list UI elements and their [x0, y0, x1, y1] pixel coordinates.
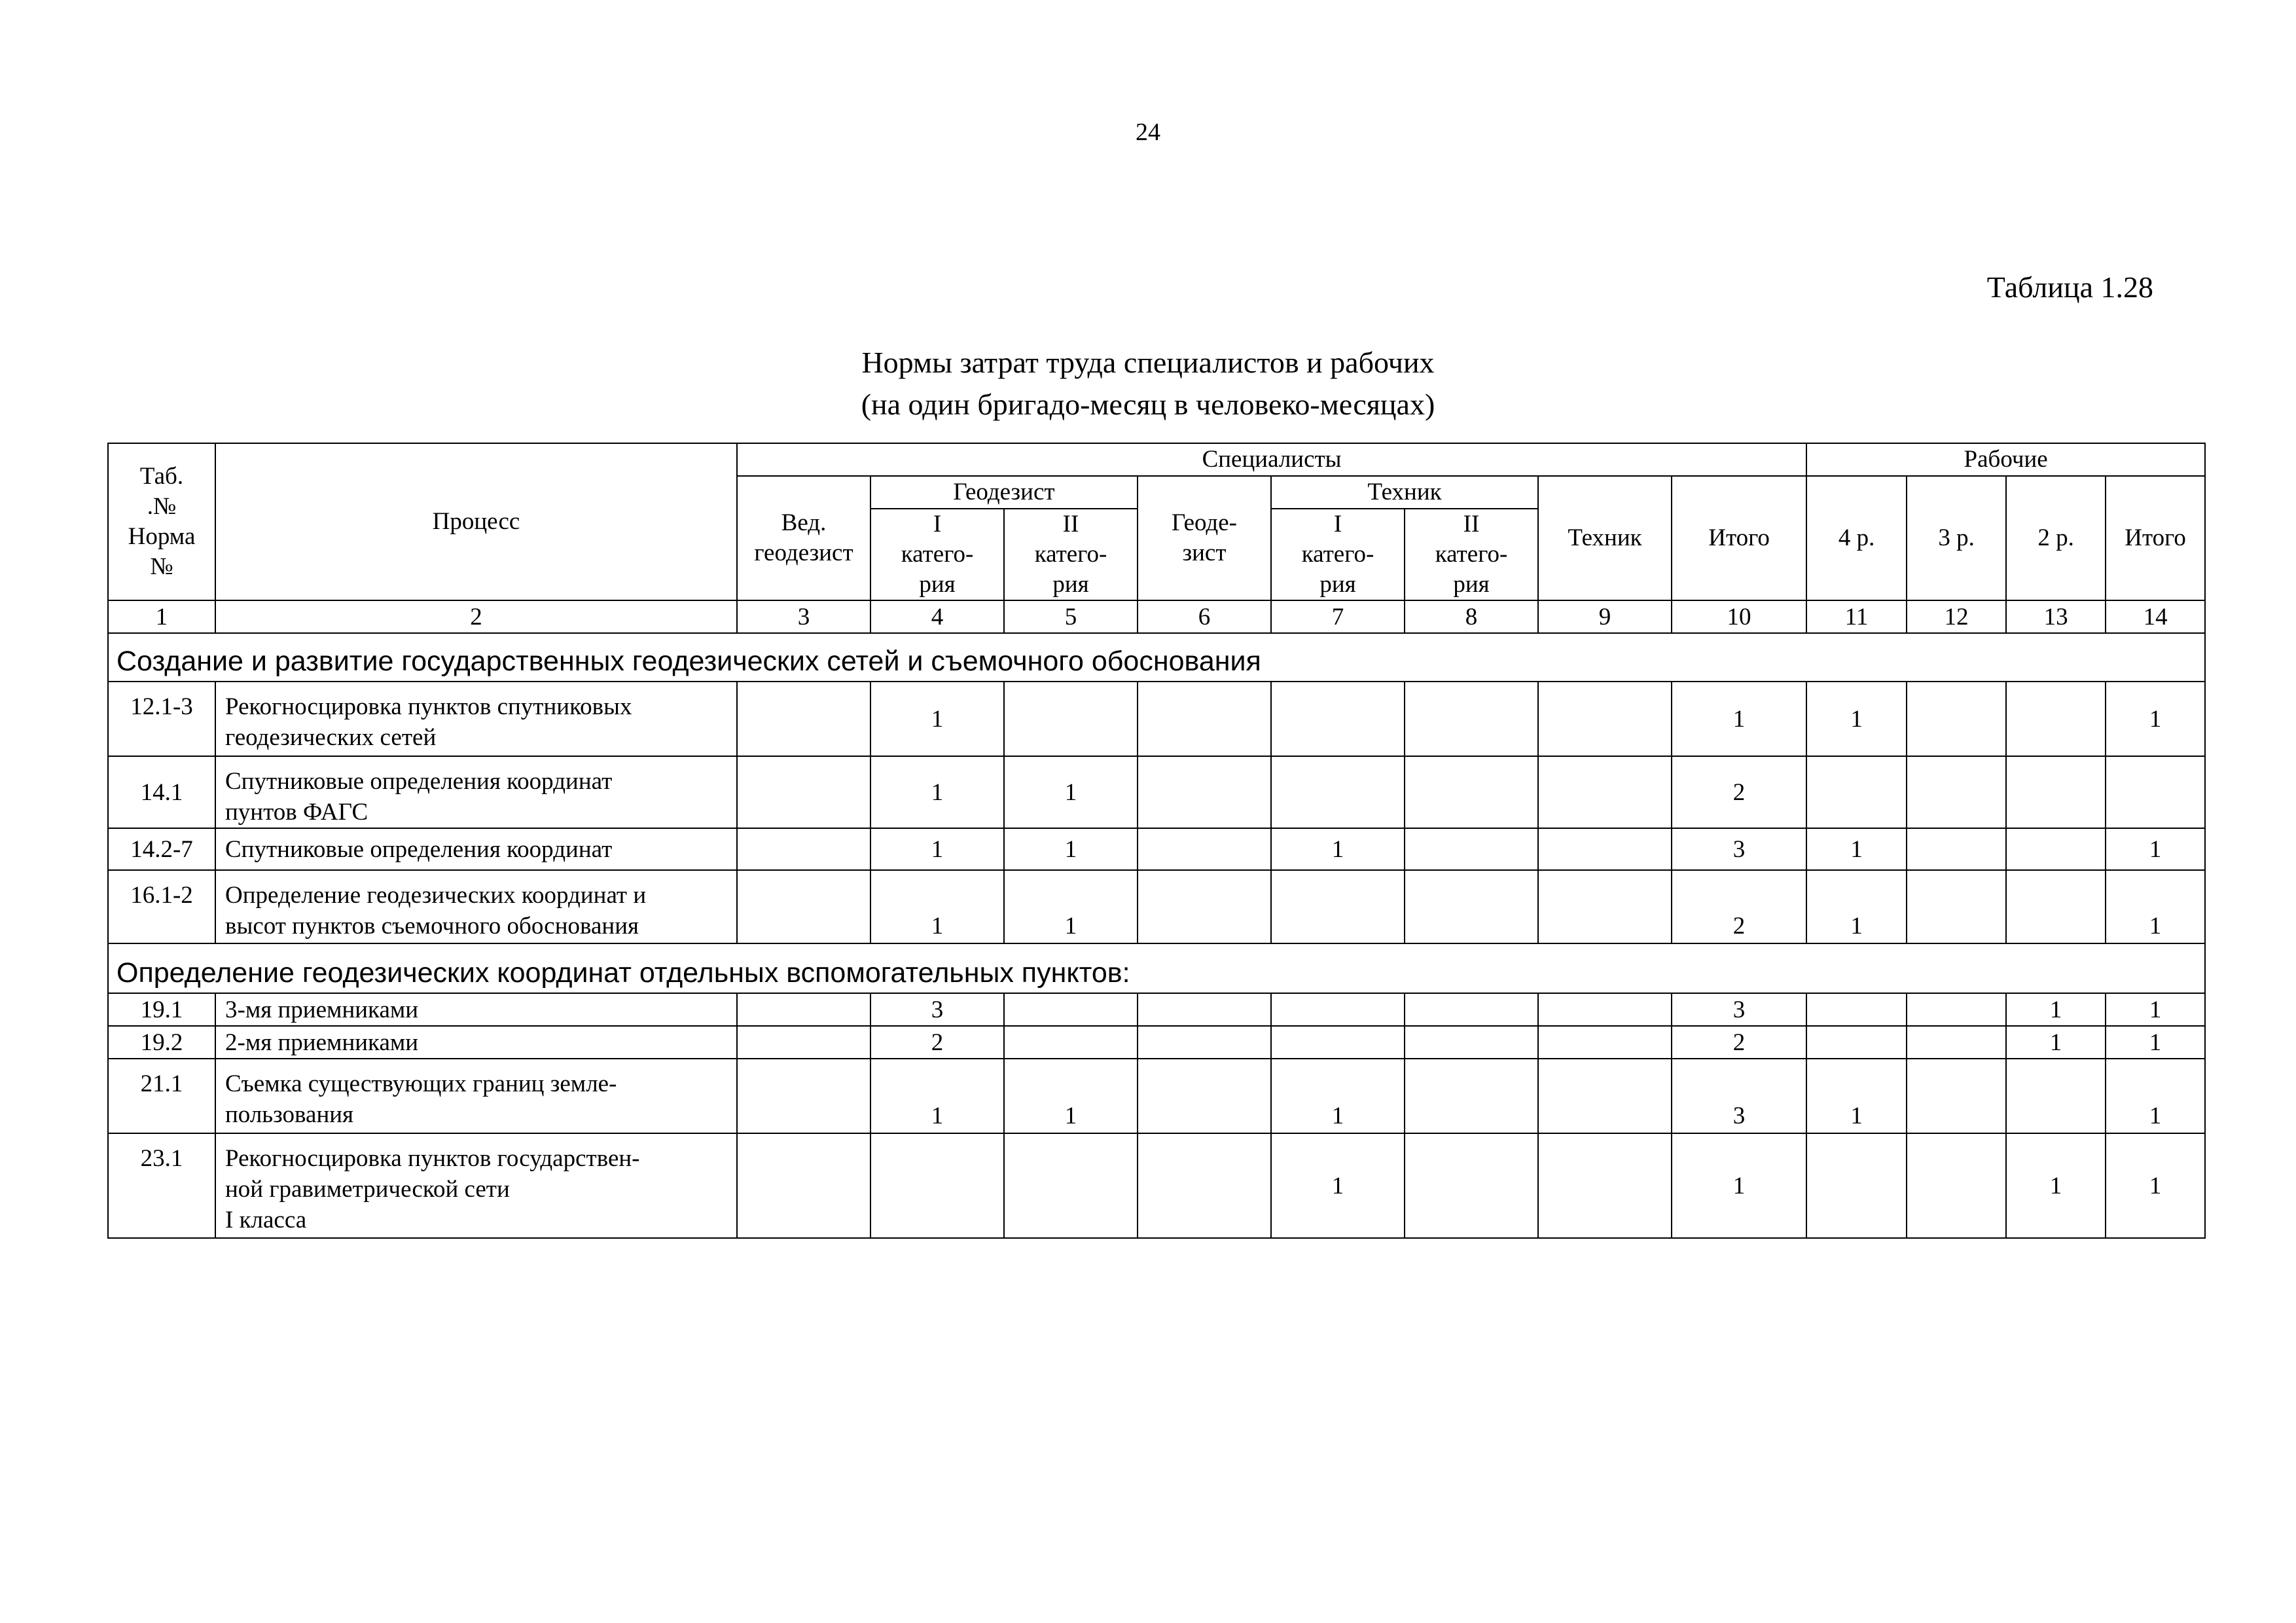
column-number: 7	[1271, 600, 1405, 633]
cell-value	[1138, 1026, 1271, 1059]
cell-value: 1	[1004, 870, 1138, 943]
cell-value	[1907, 1059, 2006, 1133]
cell-value	[737, 870, 870, 943]
cell-value	[737, 1026, 870, 1059]
header-grade-3: 3 р.	[1907, 476, 2006, 600]
row-code: 21.1	[108, 1059, 215, 1133]
cell-value: 1	[870, 682, 1004, 756]
cell-value	[1138, 682, 1271, 756]
cell-value	[1538, 828, 1672, 870]
section-title: Определение геодезических координат отдельных вспомогательных пунктов:	[108, 943, 2205, 993]
norms-table	[107, 443, 2206, 1239]
cell-value	[1907, 993, 2006, 1026]
cell-value: 1	[1004, 756, 1138, 828]
header-geodesist-cat2: II катего- рия	[1004, 509, 1138, 600]
cell-value	[1271, 993, 1405, 1026]
cell-value: 1	[870, 870, 1004, 943]
cell-value	[2006, 1059, 2106, 1133]
row-code: 16.1-2	[108, 870, 215, 943]
cell-value	[1907, 756, 2006, 828]
cell-value	[1004, 682, 1138, 756]
column-number: 11	[1806, 600, 1907, 633]
cell-value	[1004, 1133, 1138, 1238]
title-line-1: Нормы затрат труда специалистов и рабочих	[861, 346, 1435, 379]
row-process: 2-мя приемниками	[215, 1026, 737, 1059]
column-number: 12	[1907, 600, 2006, 633]
cell-value	[1405, 828, 1538, 870]
cell-value	[1907, 870, 2006, 943]
column-number: 8	[1405, 600, 1538, 633]
cell-value	[2006, 828, 2106, 870]
cell-value	[1806, 756, 1907, 828]
cell-value	[1907, 682, 2006, 756]
cell-value: 1	[2106, 1059, 2205, 1133]
title-line-2: (на один бригадо-месяц в человеко-месяцах)	[861, 388, 1435, 421]
cell-value	[1138, 993, 1271, 1026]
cell-value: 3	[870, 993, 1004, 1026]
cell-value	[1138, 1059, 1271, 1133]
cell-value	[1405, 1026, 1538, 1059]
header-tab-no: Таб. .№ Норма №	[108, 443, 215, 600]
column-number: 3	[737, 600, 870, 633]
cell-value	[1138, 1133, 1271, 1238]
cell-value: 2	[1672, 870, 1806, 943]
header-geodesist: Геодезист	[870, 476, 1138, 509]
cell-value	[1806, 1026, 1907, 1059]
cell-value: 2	[1672, 756, 1806, 828]
cell-value: 1	[1271, 828, 1405, 870]
cell-value	[737, 1133, 870, 1238]
cell-value: 1	[1672, 1133, 1806, 1238]
table-row	[108, 870, 2205, 943]
cell-value	[1538, 682, 1672, 756]
cell-value	[737, 828, 870, 870]
cell-value	[1538, 1059, 1672, 1133]
header-geodesist-cat1: I катего- рия	[870, 509, 1004, 600]
header-grade-2: 2 р.	[2006, 476, 2106, 600]
cell-value	[737, 682, 870, 756]
cell-value: 1	[1806, 828, 1907, 870]
cell-value	[1907, 1026, 2006, 1059]
row-process: Спутниковые определения координат	[215, 828, 737, 870]
cell-value: 1	[870, 756, 1004, 828]
column-number: 4	[870, 600, 1004, 633]
row-code: 19.2	[108, 1026, 215, 1059]
cell-value	[1538, 1026, 1672, 1059]
table-row	[108, 756, 2205, 828]
cell-value: 1	[1004, 1059, 1138, 1133]
table-title	[0, 342, 2296, 426]
column-number: 6	[1138, 600, 1271, 633]
cell-value: 1	[2006, 1026, 2106, 1059]
cell-value	[1907, 1133, 2006, 1238]
cell-value: 1	[870, 828, 1004, 870]
cell-value: 1	[2106, 682, 2205, 756]
cell-value	[1405, 870, 1538, 943]
cell-value: 1	[2106, 1026, 2205, 1059]
cell-value	[1138, 870, 1271, 943]
column-number: 9	[1538, 600, 1672, 633]
column-number: 1	[108, 600, 215, 633]
page-number: 24	[1136, 119, 1160, 146]
cell-value	[1271, 756, 1405, 828]
column-number: 5	[1004, 600, 1138, 633]
table-row	[108, 1133, 2205, 1238]
column-number: 2	[215, 600, 737, 633]
row-process: Спутниковые определения координат пунтов ФАГС	[215, 756, 737, 828]
cell-value	[1538, 870, 1672, 943]
cell-value	[1405, 756, 1538, 828]
row-process: 3-мя приемниками	[215, 993, 737, 1026]
header-grade-4: 4 р.	[1806, 476, 1907, 600]
cell-value: 1	[1004, 828, 1138, 870]
cell-value: 1	[1806, 1059, 1907, 1133]
row-code: 23.1	[108, 1133, 215, 1238]
cell-value: 1	[2106, 993, 2205, 1026]
header-technician-cat1: I катего- рия	[1271, 509, 1405, 600]
cell-value	[1405, 1059, 1538, 1133]
table-row	[108, 1059, 2205, 1133]
cell-value: 2	[1672, 1026, 1806, 1059]
header-technician: Техник	[1271, 476, 1538, 509]
row-code: 12.1-3	[108, 682, 215, 756]
cell-value: 1	[2106, 1133, 2205, 1238]
cell-value	[1538, 993, 1672, 1026]
header-technician-plain: Техник	[1538, 476, 1672, 600]
table-row	[108, 682, 2205, 756]
column-number: 10	[1672, 600, 1806, 633]
cell-value	[1405, 993, 1538, 1026]
header-lead-geodesist: Вед. геодезист	[737, 476, 870, 600]
cell-value	[1405, 682, 1538, 756]
column-number: 13	[2006, 600, 2106, 633]
cell-value	[2006, 756, 2106, 828]
table-row	[108, 1026, 2205, 1059]
cell-value	[1271, 1026, 1405, 1059]
row-process: Съемка существующих границ земле- пользования	[215, 1059, 737, 1133]
table-number: Таблица 1.28	[1986, 270, 2153, 304]
cell-value	[1271, 870, 1405, 943]
cell-value: 2	[870, 1026, 1004, 1059]
cell-value: 1	[1672, 682, 1806, 756]
cell-value	[1907, 828, 2006, 870]
table-row	[108, 993, 2205, 1026]
cell-value	[737, 756, 870, 828]
cell-value: 1	[1271, 1059, 1405, 1133]
header-specialists: Специалисты	[737, 443, 1806, 476]
cell-value: 1	[870, 1059, 1004, 1133]
cell-value: 3	[1672, 1059, 1806, 1133]
row-process: Определение геодезических координат и высот пунктов съемочного обоснования	[215, 870, 737, 943]
table-row	[108, 828, 2205, 870]
cell-value	[1138, 756, 1271, 828]
cell-value: 1	[2006, 1133, 2106, 1238]
cell-value	[1004, 993, 1138, 1026]
header-geodesist-plain: Геоде- зист	[1138, 476, 1271, 600]
column-number: 14	[2106, 600, 2205, 633]
header-workers: Рабочие	[1806, 443, 2205, 476]
cell-value: 1	[2006, 993, 2106, 1026]
header-total-specialists: Итого	[1672, 476, 1806, 600]
cell-value	[1538, 756, 1672, 828]
cell-value	[1538, 1133, 1672, 1238]
cell-value: 1	[1271, 1133, 1405, 1238]
cell-value: 1	[1806, 682, 1907, 756]
cell-value: 1	[2106, 870, 2205, 943]
cell-value	[1405, 1133, 1538, 1238]
cell-value	[1806, 1133, 1907, 1238]
cell-value	[1004, 1026, 1138, 1059]
cell-value	[737, 1059, 870, 1133]
cell-value	[1271, 682, 1405, 756]
header-total-workers: Итого	[2106, 476, 2205, 600]
cell-value	[1806, 993, 1907, 1026]
row-code: 19.1	[108, 993, 215, 1026]
cell-value: 3	[1672, 828, 1806, 870]
section-title: Создание и развитие государственных геодезических сетей и съемочного обоснования	[108, 633, 2205, 682]
column-numbers-row	[108, 600, 2205, 633]
cell-value	[1138, 828, 1271, 870]
cell-value: 3	[1672, 993, 1806, 1026]
cell-value	[2106, 756, 2205, 828]
row-process: Рекогносцировка пунктов государствен- ной гравиметрической сети I класса	[215, 1133, 737, 1238]
cell-value: 1	[1806, 870, 1907, 943]
row-code: 14.1	[108, 756, 215, 828]
row-code: 14.2-7	[108, 828, 215, 870]
cell-value	[737, 993, 870, 1026]
cell-value	[2006, 870, 2106, 943]
header-technician-cat2: II катего- рия	[1405, 509, 1538, 600]
cell-value	[870, 1133, 1004, 1238]
cell-value: 1	[2106, 828, 2205, 870]
cell-value	[2006, 682, 2106, 756]
row-process: Рекогносцировка пунктов спутниковых геодезических сетей	[215, 682, 737, 756]
header-process: Процесс	[215, 443, 737, 600]
